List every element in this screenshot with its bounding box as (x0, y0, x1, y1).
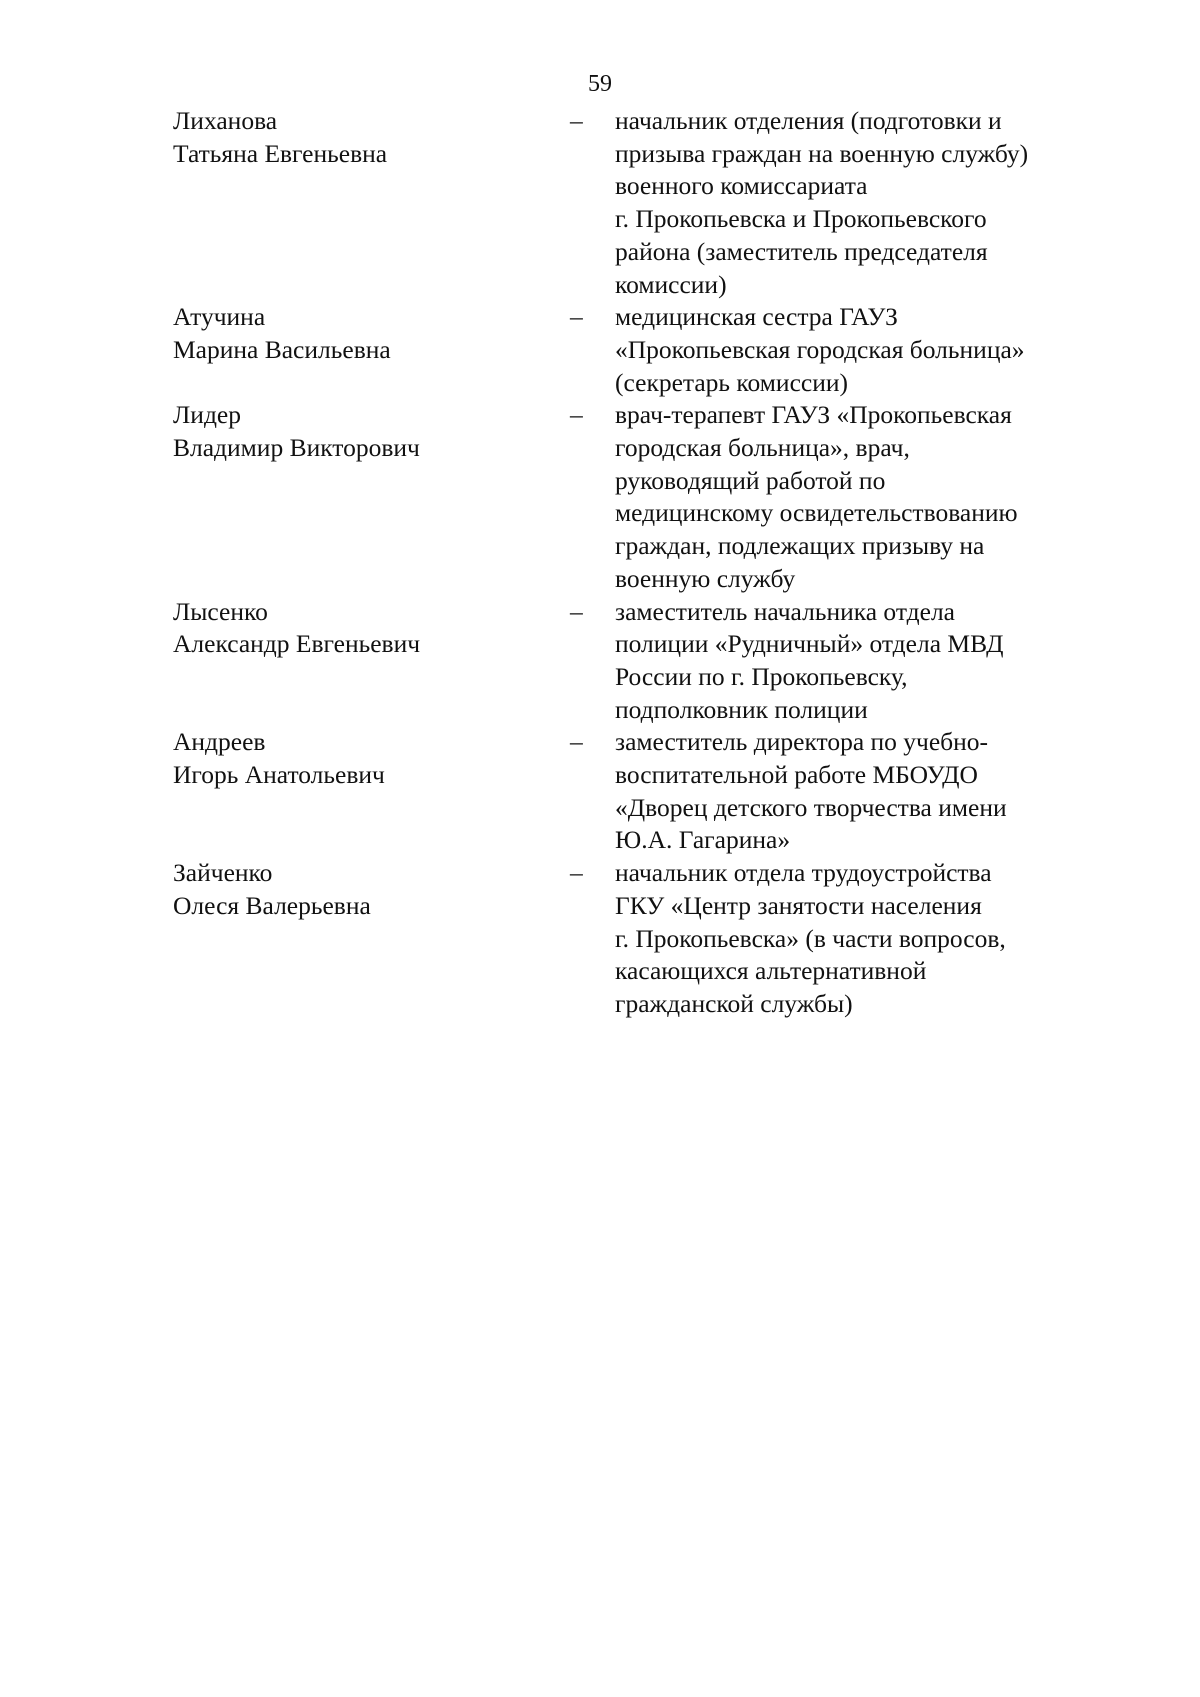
dash-separator: – (570, 727, 583, 757)
member-surname: Атучина (173, 302, 266, 332)
member-entry (173, 726, 1093, 857)
role-line: городская больница», врач, (615, 433, 910, 463)
role-line: граждан, подлежащих призыву на (615, 531, 985, 561)
role-line: «Прокопьевская городская больница» (615, 334, 1025, 364)
role-line: медицинскому освидетельствованию (615, 498, 1018, 528)
member-given-names: Игорь Анатольевич (173, 760, 385, 790)
member-role (615, 857, 1093, 1021)
role-line: заместитель начальника отдела (615, 596, 955, 626)
role-line: военную службу (615, 563, 796, 593)
dash-separator: – (570, 106, 583, 135)
member-given-names: Олеся Валерьевна (173, 890, 371, 920)
role-line: полиции «Рудничный» отдела МВД (615, 629, 1004, 659)
dash-separator: – (570, 302, 583, 332)
member-surname: Зайченко (173, 858, 273, 888)
role-line: воспитательной работе МБОУДО (615, 760, 978, 790)
role-line: призыва граждан на военную службу) (615, 138, 1029, 168)
role-line: (секретарь комиссии) (615, 367, 848, 397)
member-given-names: Владимир Викторович (173, 433, 420, 463)
role-line: «Дворец детского творчества имени (615, 792, 1007, 822)
role-line: гражданской службы) (615, 988, 853, 1018)
member-name (173, 105, 570, 170)
role-line: начальник отделения (подготовки и (615, 106, 1002, 135)
member-given-names: Александр Евгеньевич (173, 629, 421, 659)
member-surname: Андреев (173, 727, 266, 757)
member-name (173, 399, 570, 464)
dash-separator: – (570, 858, 583, 888)
page-number: 59 (588, 71, 612, 97)
member-entry (173, 596, 1093, 727)
role-line: врач-терапевт ГАУЗ «Прокопьевская (615, 400, 1012, 430)
member-name (173, 301, 570, 366)
role-line: подполковник полиции (615, 694, 868, 724)
role-line: военного комиссариата (615, 171, 868, 201)
member-surname: Лиханова (173, 106, 278, 135)
member-surname: Лидер (173, 400, 241, 430)
member-given-names: Татьяна Евгеньевна (173, 138, 388, 168)
role-line: г. Прокопьевска» (в части вопросов, (615, 923, 1006, 953)
role-line: г. Прокопьевска и Прокопьевского (615, 204, 987, 234)
member-name (173, 596, 570, 661)
role-line: касающихся альтернативной (615, 956, 927, 986)
member-entry (173, 857, 1093, 1021)
role-line: руководящий работой по (615, 465, 886, 495)
member-role (615, 596, 1093, 727)
role-line: комиссии) (615, 269, 727, 299)
role-line: района (заместитель председателя (615, 236, 988, 266)
member-name (173, 726, 570, 791)
role-line: ГКУ «Центр занятости населения (615, 890, 982, 920)
member-role (615, 399, 1093, 595)
member-surname: Лысенко (173, 596, 268, 626)
commission-member-list (173, 105, 1093, 1021)
member-role (615, 726, 1093, 857)
dash-separator: – (570, 596, 583, 626)
member-role (615, 301, 1093, 399)
member-name (173, 857, 570, 922)
role-line: России по г. Прокопьевску, (615, 661, 908, 691)
role-line: заместитель директора по учебно- (615, 727, 989, 757)
member-entry (173, 399, 1093, 595)
member-given-names: Марина Васильевна (173, 334, 391, 364)
member-entry (173, 301, 1093, 399)
member-role (615, 105, 1093, 301)
role-line: начальник отдела трудоустройства (615, 858, 992, 888)
role-line: Ю.А. Гагарина» (615, 825, 791, 855)
member-entry (173, 105, 1093, 301)
role-line: медицинская сестра ГАУЗ (615, 302, 898, 332)
dash-separator: – (570, 400, 583, 430)
